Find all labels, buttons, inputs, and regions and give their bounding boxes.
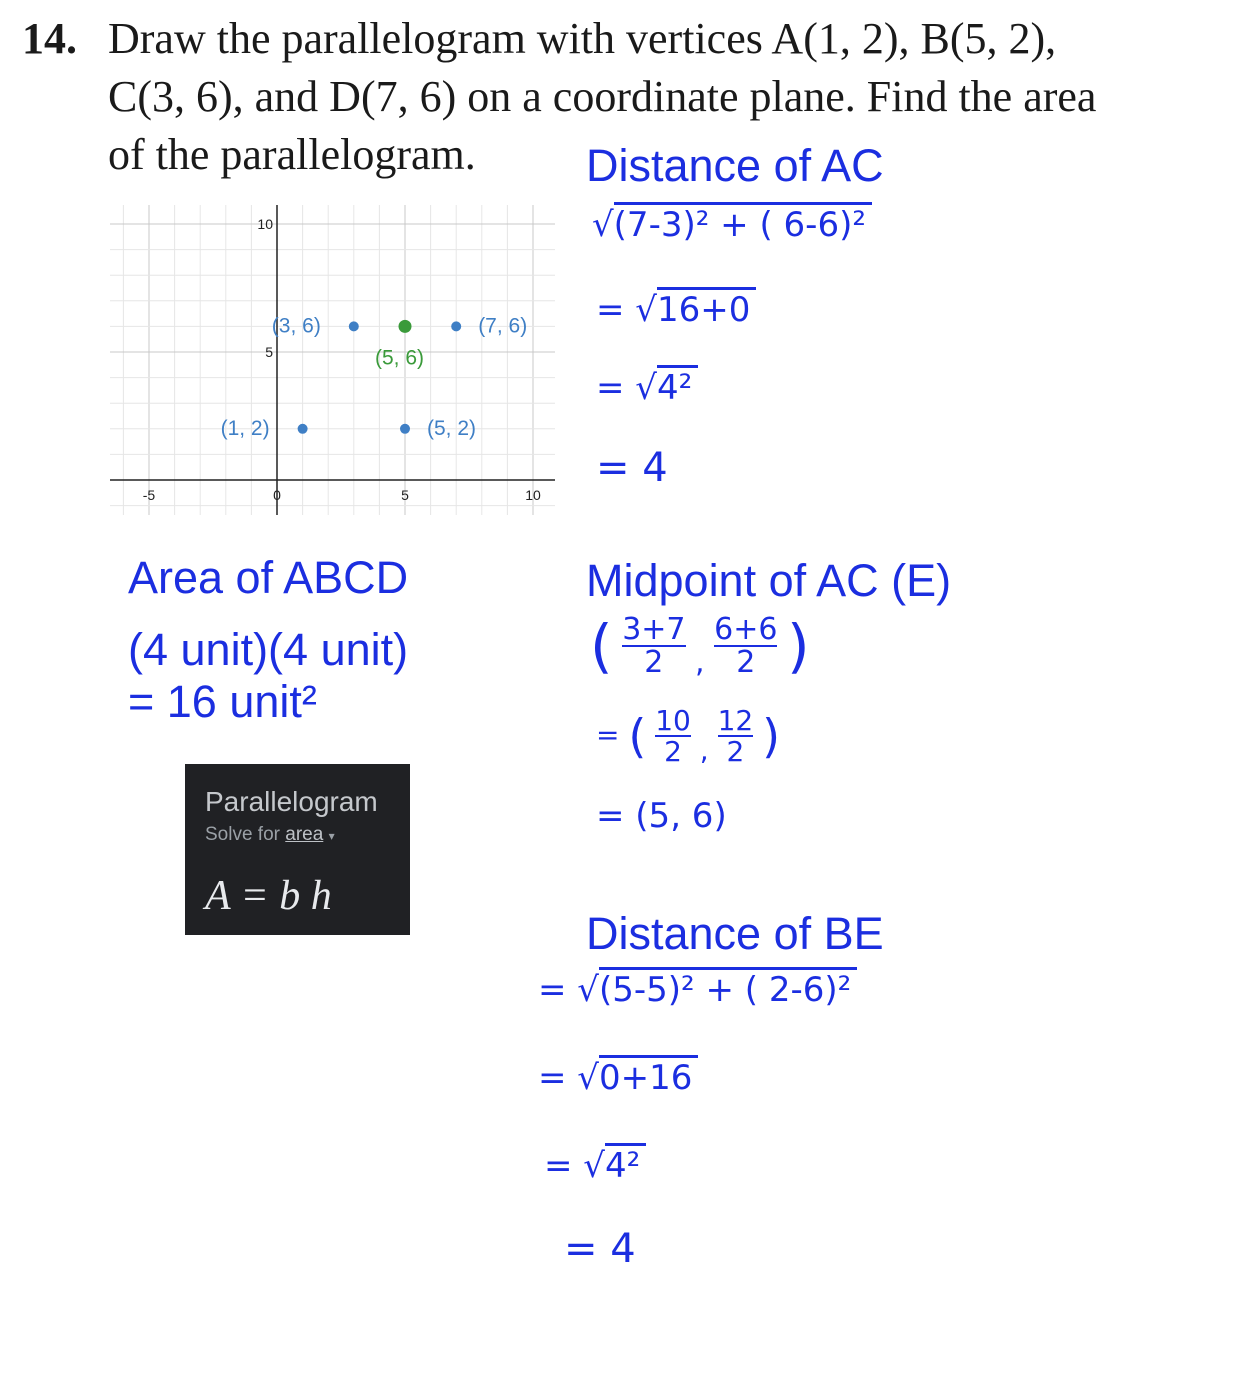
distance-ac-radicand-2: 16+0 <box>657 287 756 330</box>
point-marker <box>400 424 410 434</box>
midpoint-heading: Midpoint of AC (E) <box>586 555 952 606</box>
midpoint-den-1: 2 <box>622 645 685 679</box>
distance-be-radicand-2: 0+16 <box>599 1055 698 1098</box>
distance-be-step3: = √4² <box>544 1146 646 1186</box>
distance-be-step2: = √0+16 <box>538 1058 698 1098</box>
distance-be-radicand-3: 4² <box>605 1143 646 1186</box>
midpoint-num-1: 3+7 <box>622 611 686 647</box>
chevron-down-icon[interactable]: ▾ <box>328 829 335 843</box>
area-heading: Area of ABCD <box>128 552 409 603</box>
problem-line-2: C(3, 6), and D(7, 6) on a coordinate plane. Find the area <box>108 72 1097 121</box>
x-tick-label: 0 <box>273 487 281 503</box>
point-marker <box>451 321 461 331</box>
distance-be-heading: Distance of BE <box>586 908 884 959</box>
point-marker <box>349 321 359 331</box>
area-line-1: (4 unit)(4 unit) <box>128 624 409 675</box>
y-tick-label: 10 <box>257 216 273 232</box>
formula-card <box>185 764 410 935</box>
midpoint-result: (5, 6) <box>635 796 727 836</box>
midpoint-den-4: 2 <box>718 735 754 766</box>
midpoint-den-3: 2 <box>655 735 691 766</box>
midpoint-num-4: 12 <box>717 704 754 737</box>
midpoint-step1: ( $\frac{3+7}{2}$ , $\frac{6+6}{2}$ ) <box>590 611 810 680</box>
distance-ac-radicand-3: 4² <box>657 365 698 408</box>
point-label: (5, 6) <box>375 346 425 370</box>
problem-line-3: of the parallelogram. <box>108 130 476 179</box>
card-solve-target[interactable]: area <box>285 824 324 845</box>
point-label: (3, 6) <box>271 314 321 338</box>
distance-ac-heading: Distance of AC <box>586 140 884 191</box>
card-title: Parallelogram <box>205 786 378 817</box>
point-label: (1, 2) <box>220 416 270 440</box>
point-marker <box>298 424 308 434</box>
problem-number: 14. <box>22 14 77 63</box>
card-formula: A = b h <box>205 873 332 919</box>
distance-ac-radicand-1: (7-3)² + ( 6-6)² <box>614 202 872 245</box>
coordinate-plane-svg <box>110 205 555 515</box>
distance-be-result: 4 <box>610 1226 636 1272</box>
coordinate-plane <box>110 205 555 515</box>
area-line-2: = 16 unit² <box>128 676 317 727</box>
card-solve-for[interactable] <box>205 824 335 846</box>
card-solve-for-label: Solve for <box>205 824 280 845</box>
sqrt-symbol: √ <box>592 205 614 245</box>
distance-ac-step1 <box>592 205 872 245</box>
midpoint-step3: = (5, 6) <box>596 796 727 836</box>
midpoint-num-2: 6+6 <box>714 611 778 647</box>
distance-ac-step4: = 4 <box>596 445 668 491</box>
y-tick-label: 5 <box>265 344 273 360</box>
distance-be-step1: = √(5-5)² + ( 2-6)² <box>538 970 857 1010</box>
problem-line-1: Draw the parallelogram with vertices A(1, 2), B(5, 2), <box>108 14 1057 63</box>
midpoint-den-2: 2 <box>714 645 777 679</box>
point-label: (7, 6) <box>478 314 528 338</box>
distance-be-radicand-1: (5-5)² + ( 2-6)² <box>599 967 857 1010</box>
distance-be-step4: = 4 <box>564 1226 636 1272</box>
distance-ac-result: 4 <box>642 445 668 491</box>
point-marker <box>399 320 412 333</box>
distance-ac-step2: = √16+0 <box>596 290 756 330</box>
x-tick-label: 5 <box>401 487 409 503</box>
x-tick-label: 10 <box>525 487 541 503</box>
distance-ac-step3: = √4² <box>596 368 698 408</box>
x-tick-label: -5 <box>142 487 156 503</box>
midpoint-num-3: 10 <box>655 704 691 737</box>
midpoint-step2: = ( $\frac{10}{2}$ , $\frac{12}{2}$ ) <box>596 704 781 769</box>
point-label: (5, 2) <box>427 416 477 440</box>
